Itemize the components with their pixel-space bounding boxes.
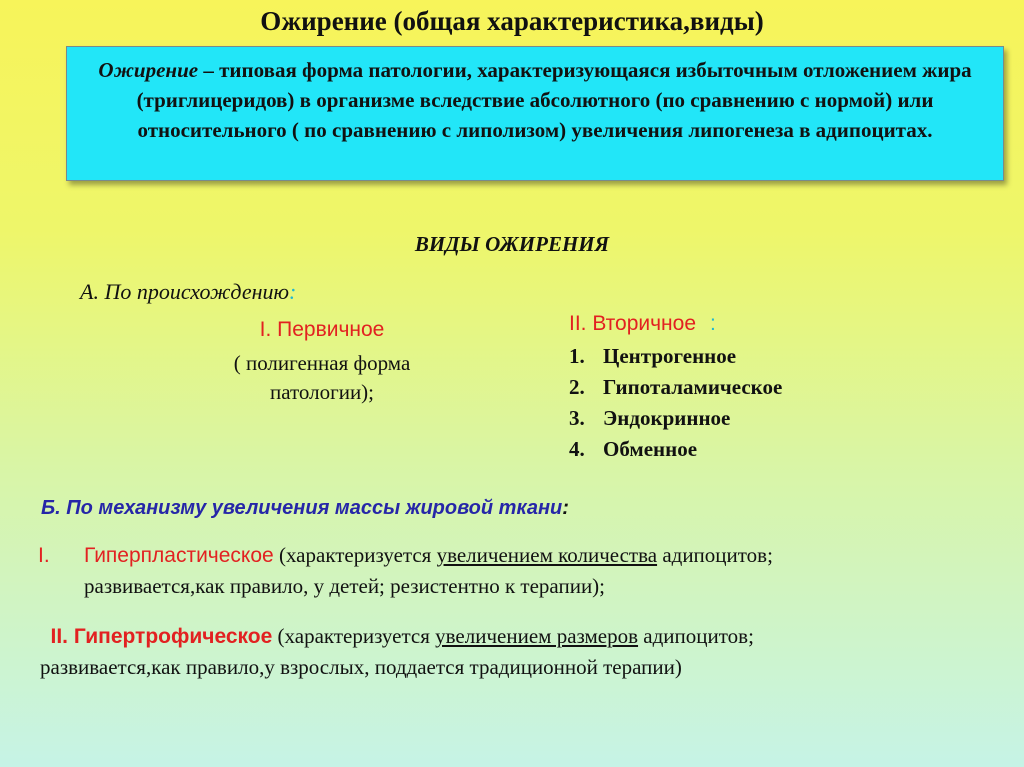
hyperplastic-paragraph [38,540,998,601]
primary-title: I. Первичное [259,318,385,341]
hyperplastic-numeral: I. [38,544,50,567]
secondary-title-label: II. Вторичное [569,312,697,335]
list-item-label: Центрогенное [603,344,737,368]
hyperplastic-line2: развивается,как правило, у детей; резистентно к терапии); [84,574,606,598]
hypertrophic-line2: развивается,как правило,у взрослых, поддается традиционной терапии) [40,655,682,679]
secondary-title [569,312,716,336]
mechanism-heading-label: Б. По механизму увеличения массы жировой ткани [41,497,563,519]
definition-term: Ожирение [98,58,199,82]
origin-heading [80,279,296,305]
list-item-label: Обменное [603,437,698,461]
hypertrophic-name: II. Гипертрофическое [50,625,273,648]
list-item-label: Эндокринное [603,406,731,430]
list-item-label: Гипоталамическое [603,375,783,399]
list-item-number: 3. [569,406,585,430]
list-item [569,372,782,403]
hypertrophic-underlined: увеличением размеров [435,624,639,648]
mechanism-heading [41,497,569,520]
mechanism-heading-colon: : [562,497,569,519]
hyperplastic-text-after: адипоцитов; [662,543,773,567]
hypertrophic-text-before: (характеризуется [277,624,430,648]
hypertrophic-text-after: адипоцитов; [643,624,754,648]
hyperplastic-name: Гиперпластическое [84,544,274,567]
list-item [569,341,782,372]
slide-title: Ожирение (общая характеристика,виды) [260,6,764,36]
list-item-number: 4. [569,437,585,461]
hyperplastic-underlined: увеличением количества [436,543,658,567]
secondary-list [569,341,782,465]
list-item [569,434,782,465]
types-heading: ВИДЫ ОЖИРЕНИЯ [414,232,610,256]
hypertrophic-paragraph [40,621,1000,682]
list-item-number: 1. [569,344,585,368]
hyperplastic-text-before: (характеризуется [278,543,432,567]
secondary-title-colon: : [710,312,716,335]
list-item [569,403,782,434]
definition-box [66,46,1004,181]
primary-description: ( полигенная форма патологии); [233,351,411,404]
origin-heading-colon: : [289,279,297,304]
origin-heading-label: А. По происхождению [80,279,290,304]
list-item-number: 2. [569,375,585,399]
definition-text: – типовая форма патологии, характеризующаяся избыточным отложением жира (триглицеридов) в организме вследствие абсолютного (по сравнению с нормой) или относительного ( по сравнению с липолизом) увеличения липогенеза в адипоцитах. [136,58,972,142]
